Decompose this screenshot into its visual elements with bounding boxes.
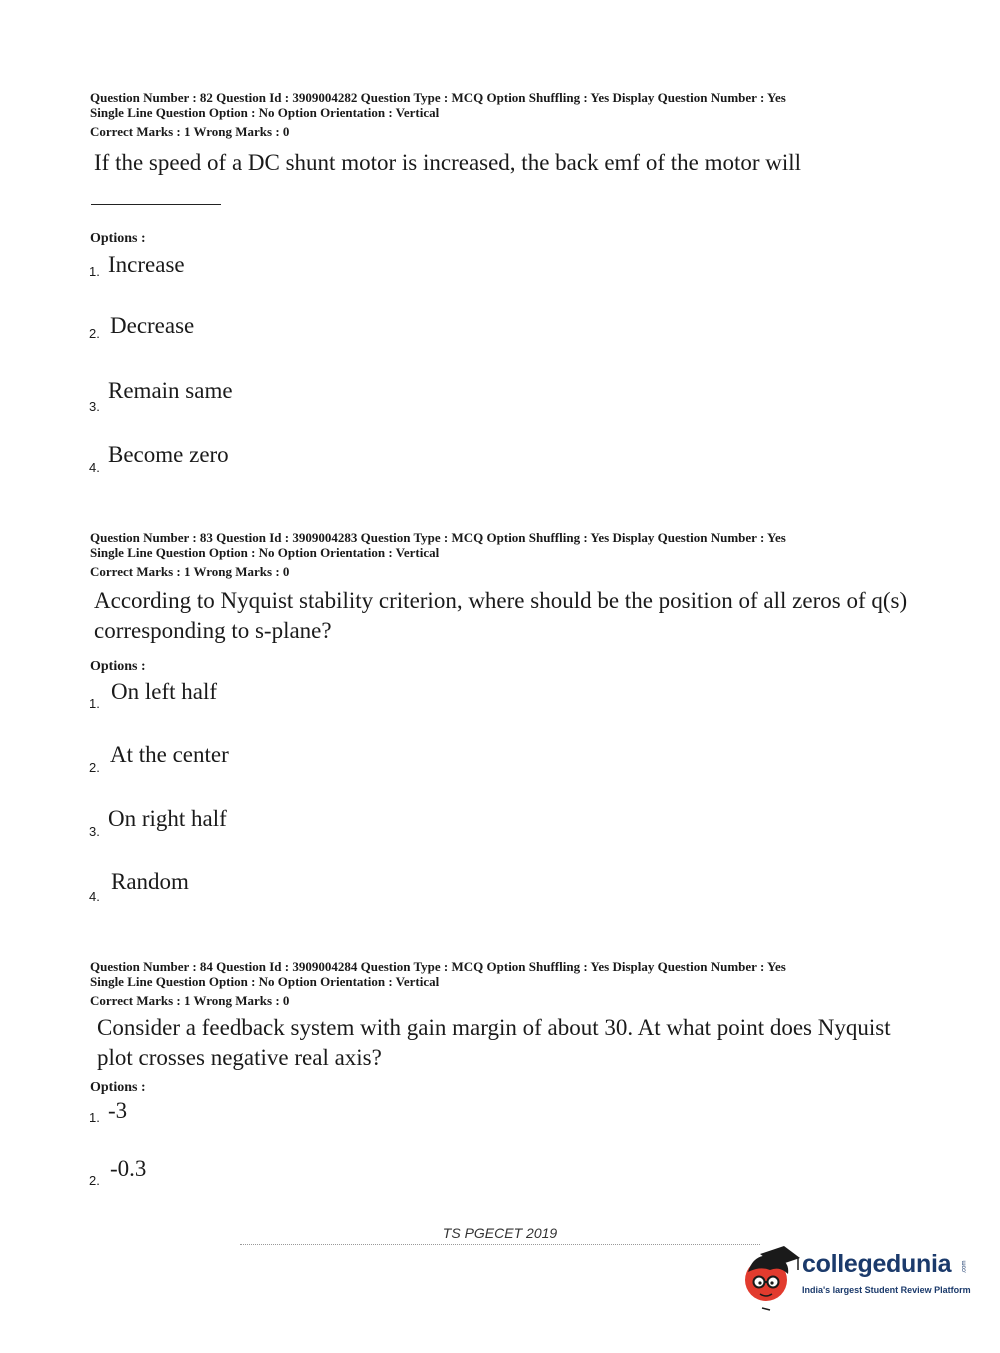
mascot-icon — [740, 1244, 802, 1314]
question-83-meta — [90, 530, 786, 579]
option-number: 1. — [89, 264, 100, 279]
exam-footer: TS PGECET 2019 — [442, 1225, 558, 1241]
option-text: At the center — [110, 742, 229, 767]
marks-line: Correct Marks : 1 Wrong Marks : 0 — [90, 993, 290, 1008]
options-label: Options : — [90, 659, 146, 674]
question-meta-line: Single Line Question Option : No Option Orientation : Vertical — [90, 545, 440, 560]
option-number: 2. — [89, 1173, 100, 1188]
question-83-text: According to Nyquist stability criterion, where should be the position of all zeros of q(s) corresponding to s-plane? — [94, 588, 908, 643]
option-text: Increase — [108, 252, 185, 277]
footer-dotted-divider — [240, 1244, 760, 1245]
option-text: Remain same — [108, 378, 233, 403]
collegedunia-logo — [740, 1244, 980, 1314]
option-text: Decrease — [110, 313, 195, 338]
option-text: -3 — [108, 1098, 128, 1123]
option-number: 2. — [89, 760, 100, 775]
option-text: On right half — [108, 806, 227, 831]
option-number: 4. — [89, 889, 100, 904]
option-text: On left half — [111, 679, 218, 704]
question-82-text: If the speed of a DC shunt motor is increased, the back emf of the motor will — [94, 150, 802, 175]
question-84-text: Consider a feedback system with gain margin of about 30. At what point does Nyquist plot crosses negative real axis? — [97, 1015, 891, 1070]
options-label: Options : — [90, 231, 146, 246]
question-meta-line: Question Number : 84 Question Id : 3909004284 Question Type : MCQ Option Shuffling : Yes Display Question Number : Yes — [90, 959, 786, 974]
question-meta-line: Single Line Question Option : No Option Orientation : Vertical — [90, 974, 440, 989]
option-number: 1. — [89, 696, 100, 711]
answer-blank-line — [91, 204, 221, 205]
option-text: Become zero — [108, 442, 229, 467]
option-text: Random — [111, 869, 189, 894]
options-label: Options : — [90, 1080, 146, 1095]
option-number: 2. — [89, 326, 100, 341]
brand-suffix: .com — [961, 1260, 968, 1274]
option-number: 4. — [89, 460, 100, 475]
brand-tagline: India's largest Student Review Platform — [802, 1285, 971, 1295]
question-84-meta — [90, 959, 786, 1008]
brand-name: collegedunia — [802, 1250, 952, 1278]
option-number: 3. — [89, 824, 100, 839]
option-number: 1. — [89, 1110, 100, 1125]
question-meta-line: Question Number : 83 Question Id : 3909004283 Question Type : MCQ Option Shuffling : Yes Display Question Number : Yes — [90, 530, 786, 545]
question-meta-line: Question Number : 82 Question Id : 3909004282 Question Type : MCQ Option Shuffling : Yes Display Question Number : Yes — [90, 90, 786, 105]
marks-line: Correct Marks : 1 Wrong Marks : 0 — [90, 564, 290, 579]
marks-line: Correct Marks : 1 Wrong Marks : 0 — [90, 124, 290, 139]
question-82-meta — [90, 90, 786, 139]
option-text: -0.3 — [110, 1156, 147, 1181]
question-meta-line: Single Line Question Option : No Option Orientation : Vertical — [90, 105, 440, 120]
option-number: 3. — [89, 399, 100, 414]
